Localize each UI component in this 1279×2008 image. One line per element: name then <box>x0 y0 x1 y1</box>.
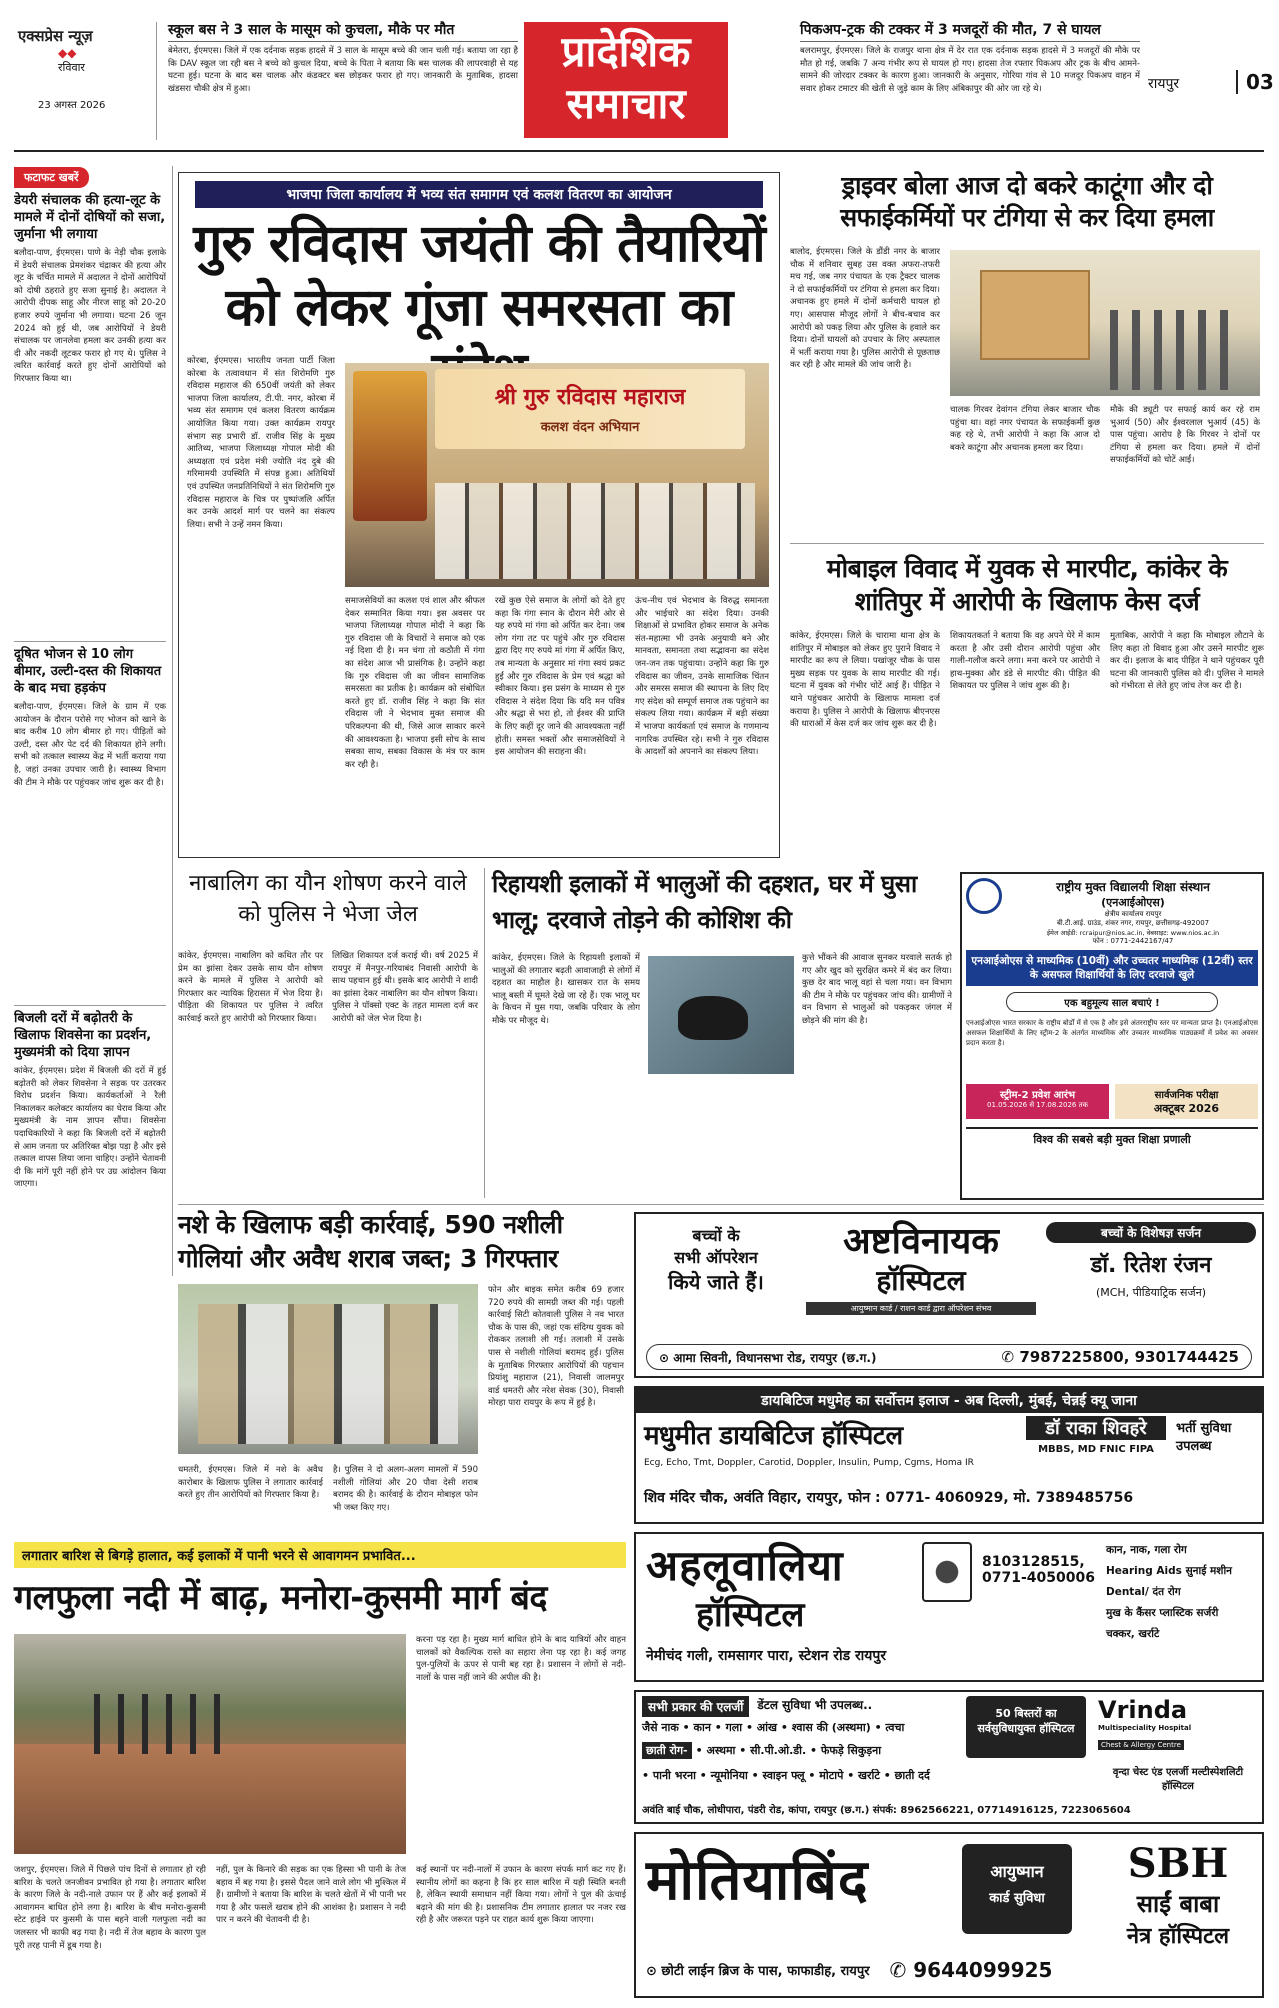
cataract-hospital1: साईं बाबा <box>1136 1890 1220 1918</box>
top-left-story <box>168 20 518 141</box>
top-right-headline: पिकअप-ट्रक की टक्कर में 3 मजदूरों की मौत, 7 से घायल <box>800 20 1140 42</box>
main-col2: समाजसेवियों का कलश एवं शाल और श्रीफल देकर सम्मानित किया गया। इस अवसर पर भाजपा जिलाध्यक्ष गोपाल मोदी ने कहा कि गुरु रविदास जी के विचारों ने समाज को एक नई दिशा दी है। मन चंगा तो कठौती में गंगा का संदेश आज भी प्रासंगिक है। उन्होंने कहा कि गुरु रविदास जी का जीवन सामाजिक समरसता का प्रतीक है। कार्यक्रम को संबोधित करते हुए डॉ. राजीव सिंह ने कहा कि संत रविदास जी ने भेदभाव मुक्त समाज की परिकल्पना की थी, जिसे आज साकार करने की आवश्यकता है। भाजपा इसी सोच के साथ सबका साथ, सबका विकास के मंत्र पर काम कर रही है। <box>345 596 485 770</box>
mobile-col3: मुताबिक, आरोपी ने कहा कि मोबाइल लौटाने के लिए कहा तो विवाद हुआ और उसने मारपीट शुरू कर दी। इलाज के बाद पीड़ित ने थाने पहुंचकर पूरी घटना की जानकारी पुलिस को दी। पुलिस ने मामले को गंभीरता से लेते हुए जांच तेज कर दी है। <box>1110 631 1264 692</box>
left-story1-body: बलौदा-पाण, ईएमएस। पाणे के नेड़ी चौक इलाके में डेयरी संचालक प्रेमशंकर चंद्राकर की हत्या और लूट के चर्चित मामले में अदालत ने दोनों आरोपियों को दोषी ठहराते हुए सजा सुनाई है। अदालत ने आरोपी दीपक साहू और नीरज साहू को 20-20 हजार रुपये जुर्माना भी लगाया। घटना 26 जून 2024 को हुई थी, जब आरोपियों ने डेयरी संचालक पर जानलेवा हमला कर उनकी हत्या कर दी और नकदी लूटकर फरार हो गए थे। पुलिस ने त्वरित कार्रवाई करते हुए दोनों आरोपियों को गिरफ्तार किया था। <box>14 248 166 384</box>
driver-col2: चालक गिरवर देवांगन टंगिया लेकर बाजार चौक पहुंचा था। वहां नगर पंचायत के सफाईकर्मी कुछ कह रहे थे, तभी आरोपी ने कहा कि आज दो बकरे काटूंगा और अचानक हमला कर दिया। <box>950 405 1100 453</box>
nios-subtitle: (एनआईओएस) <box>1101 896 1165 909</box>
madhu-top: डायबिटिज मधुमेह का सर्वोत्तम इलाज - अब दिल्ली, मुंबई, चेन्नई क्यू जाना <box>636 1388 1262 1413</box>
vrinda-beds: 50 बिस्तरों का सर्वसुविधायुक्त हॉस्पिटल <box>966 1696 1086 1758</box>
nios-stream-dates: 01.05.2026 से 17.08.2026 तक <box>987 1101 1088 1109</box>
photo-building <box>980 270 1090 360</box>
minor-col1: कांकेर, ईएमएस। नाबालिग को कथित तौर पर प्रेम का झांसा देकर उसके साथ यौन शोषण करने के मामले में पुलिस ने आरोपी को गिरफ्तार कर न्यायिक हिरासत में भेज दिया है। पीड़िता की शिकायत पर पुलिस ने त्वरित कार्रवाई करते हुए आरोपी को गिरफ्तार किया। <box>178 951 323 1024</box>
ahlu-service-2: Hearing Aids सुनाई मशीन <box>1106 1565 1232 1577</box>
ashta-degree: (MCH, पीडियाट्रिक सर्जन) <box>1095 1286 1207 1299</box>
ashta-phone <box>1002 1348 1239 1366</box>
ashta-scheme: आयुष्मान कार्ड / राशन कार्ड द्वारा ऑपरेशन संभव <box>806 1302 1036 1315</box>
cataract-hospital2: नेत्र हॉस्पिटल <box>1126 1924 1230 1949</box>
left-column-label: फटाफट खबरें <box>14 167 89 188</box>
cataract-ayushman2: कार्ड सुविधा <box>989 1891 1045 1906</box>
cataract-ad[interactable] <box>634 1832 1264 1998</box>
cataract-address <box>646 1961 870 1979</box>
nios-phone: फोन : 0771-2442167/47 <box>1092 937 1174 945</box>
photo-flood-water <box>14 1744 406 1854</box>
main-col1: कोरबा, ईएमएस। भारतीय जनता पार्टी जिला कोरबा के तत्वावधान में संत शिरोमणि गुरु रविदास महाराज की 650वीं जयंती को लेकर भाजपा जिला कार्यालय, टी.पी. नगर, कोरबा में भव्य संत समागम एवं कलश वितरण कार्यक्रम आयोजित किया गया। उक्त कार्यक्रम रायपुर संभाग सह प्रभारी डॉ. राजीव सिंह के मुख्य आतिथ्य, भाजपा जिलाध्यक्ष गोपाल मोदी की अध्यक्षता एवं प्रदेश मंत्री ज्योति नंद दुबे की गरिमामयी उपस्थिति में संपन्न हुआ। अतिथियों एवं उपस्थित जनप्रतिनिधियों ने संत शिरोमणि गुरु रविदास महाराज के चित्र पर पुष्पांजलि अर्पित कर उनके आदर्श मार्ग पर चलने का संकल्प लिया। सभी ने उन्हें नमन किया। <box>187 356 335 530</box>
ahlu-service-5: चक्कर, खर्राटे <box>1106 1628 1160 1640</box>
ahlu-name1: अहलूवालिया <box>646 1541 844 1590</box>
rain-story <box>14 1542 626 1998</box>
madhu-address: शिव मंदिर चौक, अवंति विहार, रायपुर, फोन : 0771- 4060929, मो. 7389485756 <box>644 1490 1134 1506</box>
rain-col3: कई स्थानों पर नदी-नालों में उफान के कारण संपर्क मार्ग कट गए हैं। स्थानीय लोगों का कहना है कि हर साल बारिश में यही स्थिति बनती है, लेकिन स्थायी समाधान नहीं किया गया। लोगों ने पुल की ऊंचाई बढ़ाने की मांग की है। प्रशासनिक टीम लगातार हालात पर नजर रख रही है और जरूरत पड़ने पर राहत कार्य शुरू किया जाएगा। <box>416 1865 626 1926</box>
vrinda-line1: जैसे नाक • कान • गला • आंख • श्वास की (अस्थमा) • त्वचा <box>642 1721 905 1734</box>
mobile-story <box>790 552 1264 852</box>
mobile-headline: मोबाइल विवाद में युवक से मारपीट, कांकेर के शांतिपुर में आरोपी के खिलाफ केस दर्ज <box>826 554 1228 616</box>
newspaper-logo <box>18 26 148 111</box>
photo-guru-portrait <box>353 371 427 521</box>
rain-photo <box>14 1634 406 1854</box>
photo-people <box>1110 310 1230 390</box>
photo-police <box>198 1304 458 1444</box>
minor-story <box>178 868 478 1198</box>
cataract-ayushman1: आयुष्मान <box>990 1862 1044 1881</box>
vrinda-dental: डेंटल सुविधा भी उपलब्ध.. <box>757 1698 873 1712</box>
top-left-headline: स्कूल बस ने 3 साल के मासूम को कुचला, मौके पर मौत <box>168 20 518 42</box>
ashta-name1: अष्टविनायक <box>843 1221 999 1262</box>
top-right-body: बलरामपुर, ईएमएस। जिले के राजपुर थाना क्षेत्र में देर रात एक दर्दनाक सड़क हादसे में 3 मजदूरों की मौके पर मौत हो गई, जबकि 7 अन्य गंभीर रूप से घायल हो गए। हादसा तेज रफ्तार पिकअप और ट्रक के बीच आमने-सामने की जोरदार टक्कर के कारण हुआ। जानकारी के अनुसार, गोरिया गांव से 10 मजदूर पिकअप वाहन में सवार होकर टमाटर की खेती से जुड़े काम के लिए अंबिकापुर की ओर जा रहे थे। <box>800 46 1140 94</box>
vrinda-name-sub: Multispeciality Hospital <box>1098 1724 1192 1732</box>
rain-headline: गलफुला नदी में बाढ़, मनोरा-कुसमी मार्ग बंद <box>14 1578 547 1618</box>
driver-col3: मौके की ड्यूटी पर सफाई कार्य कर रहे राम भुआर्य (50) और ईश्वरलाल भुआर्य (45) के पास पहुंचा। आरोप है कि गिरवर ने दोनों पर टंगिया से हमला कर दिया। हमले में दोनों सफाईकर्मियों को चोटें आईं। <box>1110 405 1260 466</box>
main-col3: रखें कुछ ऐसे समाज के लोगों को देते हुए कहा कि गंगा स्नान के दौरान मेरी ओर से यह रुपये मां गंगा को अर्पित कर देना। जब लोग गंगा तट पर पहुंचे और गुरु रविदास द्वारा दिए गए रुपये मां गंगा में अर्पित किए, तब मान्यता के अनुसार मां गंगा स्वयं प्रकट हुईं और गुरु रविदास के प्रेम एवं श्रद्धा को स्वीकार किया। इस प्रसंग के माध्यम से गुरु रविदास ने संदेश दिया कि यदि मन पवित्र और श्रद्धा से भरा हो, तो ईश्वर की प्राप्ति के लिए कहीं दूर जाने की आवश्यकता नहीं होती। समस्त भक्तों और समाजसेवियों ने इस आयोजन की सराहना की। <box>495 596 625 758</box>
location-pin-icon: ⊙ <box>646 1964 662 1979</box>
rain-col2: नहीं, पुल के किनारे की सड़क का एक हिस्सा भी पानी के तेज बहाव में बह गया है। इससे पैदल जाने वाले लोग भी मुश्किल में हैं। ग्रामीणों ने बताया कि बारिश के चलते खेतों में भी पानी भर गया है और फसलें खराब होने की आशंका है। प्रशासन ने नदी पार न करने की चेतावनी दी है। <box>216 1865 406 1926</box>
cataract-name: मोतियाबिंद <box>646 1848 869 1913</box>
main-headline-line1: गुरु रविदास जयंती की तैयारियों <box>193 214 765 274</box>
ashta-address-text: आमा सिवनी, विधानसभा रोड, रायपुर (छ.ग.) <box>673 1350 877 1365</box>
cataract-phone-text: 9644099925 <box>913 1958 1053 1982</box>
madhu-degree: MBBS, MD FNIC FIPA <box>1038 1444 1154 1455</box>
top-left-body: बेमेतरा, ईएमएस। जिले में एक दर्दनाक सड़क हादसे में 3 साल के मासूम बच्चे की जान चली गई। बताया जा रहा है कि DAV स्कूल जा रही बस ने बच्चे को कुचल दिया, बच्चे के पिता ने बताया कि बस चालक की लापरवाही से यह घटना हुई। घटना के बाद बस चालक और कंडक्टर बस छोड़कर फरार हो गए। जानकारी के मुताबिक, हादसा खंडसरा चौकी क्षेत्र में हुआ। <box>168 46 518 94</box>
vrinda-name-tag: Chest & Allergy Centre <box>1098 1740 1184 1750</box>
banner-line2: कलश वंदन अभियान <box>540 420 640 435</box>
ahlu-address: नेमीचंद गली, रामसागर पारा, स्टेशन रोड रायपुर <box>646 1648 887 1664</box>
ahlu-name2: हॉस्पिटल <box>696 1595 805 1635</box>
banner-line1: श्री गुरु रविदास महाराज <box>494 385 686 410</box>
left-story2-body: बलौदा-पाण, ईएमएस। जिले के ग्राम में एक आयोजन के दौरान परोसे गए भोजन को खाने के बाद करीब 10 लोग बीमार हो गए। पीड़ितों को उल्टी, दस्त और पेट दर्द की शिकायत होने लगी। सभी को तत्काल स्वास्थ्य केंद्र में भर्ती कराया गया है, जहां उनका उपचार जारी है। स्वास्थ्य विभाग की टीम ने मौके पर पहुंचकर जांच शुरू कर दी है। <box>14 702 166 788</box>
rain-right-top: करना पड़ रहा है। मुख्य मार्ग बाधित होने के बाद यात्रियों और वाहन चालकों को वैकल्पिक रास्ते का सहारा लेना पड़ रहा है। कई जगह पुल-पुलियों के ऊपर से पानी बह रहा है। प्रशासन ने लोगों से नदी-नालों के पास नहीं जाने की अपील की है। <box>416 1635 626 1683</box>
driver-story <box>790 170 1264 540</box>
nios-office: क्षेत्रीय कार्यालय रायपुर <box>1104 910 1162 918</box>
nios-headline: एनआईओएस से माध्यमिक (10वीं) और उच्चतर माध्यमिक (12वीं) स्तर के असफल शिक्षार्थियों के लिए दरवाजे खुले <box>966 950 1258 986</box>
ahlu-phone1: 8103128515, <box>982 1554 1085 1570</box>
driver-photo <box>950 250 1260 396</box>
vrinda-name: Vrinda <box>1098 1696 1188 1724</box>
ahlu-service-4: मुख के कैंसर प्लास्टिक सर्जरी <box>1106 1607 1219 1619</box>
ashta-address <box>659 1349 876 1366</box>
left-story1-headline: डेयरी संचालक की हत्या-लूट के मामले में दोनों दोषियों को सजा, जुर्माना भी लगाया <box>14 193 166 242</box>
vrinda-hindi-name: वृन्दा चेस्ट एंड एलर्जी मल्टीस्पेशलिटी हॉस्पिटल <box>1112 1767 1244 1792</box>
ashta-specialist: बच्चों के विशेषज्ञ सर्जन <box>1046 1222 1256 1243</box>
liquor-side: फोन और बाइक समेत करीब 69 हजार 720 रुपये की सामग्री जब्त की गई। पहली कार्रवाई सिटी कोतवाली पुलिस ने नव भारत चौक के पास की, जहां एक संदिग्ध युवक को रोककर तलाशी ली गई। तलाशी में उसके पास से नशीली गोलियां बरामद हुईं। पुलिस के मुताबिक गिरफ्तार आरोपियों की पहचान प्रियांशु महाराज (21), निवासी जालमपुर वार्ड धमतरी और नरेश सेवक (30), निवासी मोरहा पारा रायपुर के रूप में हुई है। <box>488 1285 624 1409</box>
rain-col1: जशपुर, ईएमएस। जिले में पिछले पांच दिनों से लगातार हो रही बारिश के चलते जनजीवन प्रभावित हो गया है। लगातार बारिश के कारण जिले के नदी-नाले उफान पर हैं और कई इलाकों में आवागमन बाधित होने लगा है। बारिश के बीच मनोरा-कुसमी स्टेट हाईवे पर कुसमी के पास बहने वाली गलफुला नदी का जलस्तर भी काफी बढ़ गया है। नदी में तेज बहाव के कारण पुल पूरी तरह पानी में डूब गया है। <box>14 1865 206 1951</box>
ahlu-emblem-icon <box>922 1542 972 1602</box>
ashta-left3: किये जाते हैं। <box>668 1270 764 1294</box>
masthead <box>0 0 1279 150</box>
ahluwalia-ad[interactable] <box>634 1532 1264 1682</box>
cataract-logo: SBH <box>1127 1840 1229 1887</box>
vrinda-allergy: सभी प्रकार की एलर्जी <box>642 1696 749 1717</box>
bear-headline: रिहायशी इलाकों में भालुओं की दहशत, घर में घुसा भालू; दरवाजे तोड़ने की कोशिश की <box>492 870 917 934</box>
ashta-name2: हॉस्पिटल <box>876 1264 966 1297</box>
main-event-photo <box>345 363 769 587</box>
ahlu-service-1: कान, नाक, गला रोग <box>1106 1544 1187 1556</box>
nios-logo-icon <box>966 878 1002 914</box>
photo-people <box>94 1694 234 1754</box>
liquor-headline-line1: नशे के खिलाफ बड़ी कार्रवाई, 590 नशीली <box>178 1210 563 1239</box>
vrinda-address: अवंति बाई चौक, लोधीपारा, पंडरी रोड, कांपा, रायपुर (छ.ग.) संपर्क: 8962566221, 07714916125, 7223065604 <box>642 1805 1131 1816</box>
ashtavinayak-ad[interactable] <box>634 1212 1264 1378</box>
section-title-box <box>524 22 728 138</box>
driver-headline: ड्राइवर बोला आज दो बकरे काटूंगा और दो सफाईकर्मियों पर टंगिया से कर दिया हमला <box>840 171 1214 232</box>
ahlu-services <box>1106 1540 1260 1645</box>
mobile-col2: शिकायतकर्ता ने बताया कि वह अपने घेरे में काम करता है और उसी दौरान आरोपी पहुंचा और गाली-गलौज करने लगा। मना करने पर आरोपी ने हाथ-मुक्का और डंडे से मारपीट की। पीड़ित की शिकायत पर पुलिस ने जांच शुरू की है। <box>950 631 1100 692</box>
nios-footer: विश्व की सबसे बड़ी मुक्त शिक्षा प्रणाली <box>966 1127 1258 1147</box>
mobile-col1: कांकेर, ईएमएस। जिले के चारामा थाना क्षेत्र के शांतिपुर में मोबाइल को लेकर हुए पुराने विवाद ने मारपीट का रूप ले लिया। पखांजूर चौक के पास मुख्य सड़क पर युवक के साथ मारपीट की गई। घटना में युवक को गंभीर चोटें आई हैं। पीड़ित ने थाने पहुंचकर आरोपी के खिलाफ मामला दर्ज कराया है। पुलिस ने आरोपी के खिलाफ बीएनएस की धाराओं में केस दर्ज कर जांच शुरू कर दी है। <box>790 631 940 730</box>
nios-ad[interactable] <box>960 872 1264 1200</box>
vrinda-chest-label: छाती रोग- <box>642 1742 692 1759</box>
nios-save-year: एक बहुमूल्य साल बचाएं ! <box>1006 992 1218 1012</box>
bear-col1: कांकेर, ईएमएस। जिले के रिहायशी इलाकों में भालुओं की लगातार बढ़ती आवाजाही से लोगों में दहशत का माहौल है। खासकर रात के समय भालू बस्ती में घूमते देखे जा रहे हैं। एक भालू घर के किचन में घुस गया, जबकि परिवार के लोग मौके पर मौजूद थे। <box>492 953 640 1026</box>
vrinda-line3: • पानी भरना • न्यूमोनिया • स्वाइन फ्लू • मोटापे • खर्राटे • छाती दर्द <box>642 1769 930 1782</box>
left-story3-body: कांकेर, ईएमएस। प्रदेश में बिजली की दरों में हुई बढ़ोतरी को लेकर शिवसेना ने सड़क पर उतरकर विरोध प्रदर्शन किया। कार्यकर्ताओं ने रैली निकालकर कलेक्टर कार्यालय का घेराव किया और मुख्यमंत्री के नाम ज्ञापन सौंपा। शिवसेना पदाधिकारियों ने कहा कि बिजली दरों में बढ़ोतरी से आम जनता पर अतिरिक्त बोझ पड़ा है और इसे तत्काल वापस लिया जाना चाहिए। उन्होंने चेतावनी दी कि मांगें पूरी नहीं होने पर उग्र आंदोलन किया जाएगा। <box>14 1066 166 1190</box>
left-story3-headline: बिजली दरों में बढ़ोतरी के खिलाफ शिवसेना का प्रदर्शन, मुख्यमंत्री को दिया ज्ञापन <box>14 1011 152 1060</box>
bear-col2: कुत्ते भौंकने की आवाज सुनकर घरवाले सतर्क हो गए और खुद को सुरक्षित कमरे में बंद कर लिया। कुछ देर बाद भालू वहां से चला गया। वन विभाग की टीम ने मौके पर पहुंचकर जांच की। ग्रामीणों ने वन विभाग से भालुओं को पकड़कर जंगल में छोड़ने की मांग की है। <box>802 953 952 1026</box>
vrinda-line2: • अस्थमा • सी.पी.ओ.डी. • फेफड़े सिकुड़ना <box>695 1744 882 1757</box>
liquor-headline-line2: गोलियां और अवैध शराब जब्त; 3 गिरफ्तार <box>178 1244 558 1273</box>
main-headline-line2: को लेकर गूंजा समरसता का <box>225 278 733 338</box>
masthead-date: 23 अगस्त 2026 <box>38 100 106 111</box>
main-col4: ऊंच-नीच एवं भेदभाव के विरुद्ध समानता और भाईचारे का संदेश दिया। उनकी शिक्षाओं से प्रभावित होकर समाज के अनेक संत-महात्मा भी उनके अनुयायी बने और मानवता, समानता तथा सद्भावना का संदेश जन-जन तक पहुंचाया। उन्होंने कहा कि गुरु रविदास का जीवन, उनके सामाजिक चिंतन और समरस समाज की स्थापना के लिए दिए गए संदेश को सम्पूर्ण समाज तक पहुंचाने का संकल्प लिया गया। कार्यक्रम में बड़ी संख्या में भाजपा कार्यकर्ता एवं समाज के गणमान्य नागरिक उपस्थित रहे। सभी ने गुरु रविदास के आदर्शों को अपनाने का संकल्प लिया। <box>635 596 769 758</box>
left-column <box>14 166 166 1276</box>
vrinda-ad[interactable] <box>634 1690 1264 1824</box>
liquor-col2: है। पुलिस ने दो अलग-अलग मामलों में 590 नशीली गोलियां और 20 पौवा देसी शराब बरामद की है। कार्रवाई के दौरान मोबाइल फोन भी जब्त किए गए। <box>333 1465 478 1513</box>
cataract-phone <box>890 1958 1053 1982</box>
nios-body: एनआईओएस भारत सरकार के राष्ट्रीय बोर्डों में से एक है और इसे अंतरराष्ट्रीय स्तर पर मान्यता प्राप्त है। एनआईओएस असफल शिक्षार्थियों के लिए स्ट्रीम-2 के अंतर्गत माध्यमिक और उच्चतर माध्यमिक पाठ्यक्रमों में प्रवेश का अवसर प्रदान करता है। <box>966 1019 1258 1047</box>
top-right-story <box>800 20 1140 141</box>
minor-col2: लिखित शिकायत दर्ज कराई थी। वर्ष 2025 में रायपुर में मैनपुर-गरियाबंद निवासी आरोपी के साथ पहचान हुई थी। इसके बाद आरोपी ने शादी का झांसा देकर नाबालिग का यौन शोषण किया। पुलिस ने पॉक्सो एक्ट के तहत मामला दर्ज कर आरोपी को जेल भेज दिया है। <box>332 951 478 1024</box>
ashta-doctor: डॉ. रितेश रंजन <box>1090 1253 1212 1278</box>
madhumeet-ad[interactable] <box>634 1386 1264 1524</box>
bear-silhouette-icon <box>678 996 748 1040</box>
logo-dots-icon: ◆◆ <box>58 46 77 60</box>
nios-email: ईमेल आईडी: rcraipur@nios.ac.in, वेबसाइट: www.nios.ac.in <box>1046 929 1220 937</box>
phone-icon: ✆ <box>889 1958 914 1982</box>
bear-story <box>492 866 952 1196</box>
main-story <box>178 172 780 858</box>
main-kicker: भाजपा जिला कार्यालय में भव्य संत समागम एवं कलश वितरण का आयोजन <box>195 181 763 208</box>
cataract-address-text: छोटी लाईन ब्रिज के पास, फाफाडीह, रायपुर <box>661 1964 870 1979</box>
liquor-photo <box>178 1284 478 1454</box>
liquor-story <box>178 1208 624 1538</box>
bear-photo <box>648 956 794 1074</box>
madhu-name: मधुमीत डायबिटिज हॉस्पिटल <box>644 1421 903 1451</box>
phone-icon: ✆ <box>1001 1348 1020 1366</box>
ahlu-phone2: 0771-4050006 <box>982 1570 1095 1586</box>
section-title-line2: समाचार <box>566 79 686 128</box>
rain-kicker: लगातार बारिश से बिगड़े हालात, कई इलाकों में पानी भरने से आवागमन प्रभावित... <box>14 1542 626 1568</box>
ashta-left2: सभी ऑपरेशन <box>674 1248 758 1267</box>
logo-text: एक्सप्रेस न्यूज़ <box>18 27 93 45</box>
nios-title: राष्ट्रीय मुक्त विद्यालयी शिक्षा संस्थान <box>1056 880 1210 894</box>
madhu-doctor: डॉ राका शिवहरे <box>1026 1416 1166 1440</box>
nios-stream: स्ट्रीम-2 प्रवेश आरंभ <box>1000 1090 1075 1101</box>
madhu-facility: भर्ती सुविधा उपलब्ध <box>1176 1421 1232 1454</box>
masthead-city: रायपुर <box>1148 76 1180 92</box>
nios-address: बी.टी.आई. ग्राउंड, शंकर नगर, रायपुर, छत्तीसगढ़-492007 <box>1056 919 1210 927</box>
driver-col1: बालोद, ईएमएस। जिले के डौंडी नगर के बाजार चौक में शनिवार सुबह उस वक्त अफरा-तफरी मच गई, जब नगर पंचायत के एक ट्रैक्टर चालक ने दो सफाईकर्मियों पर टंगिया से हमला कर दिया। अचानक हुए हमले में दोनों कर्मचारी घायल हो गए। आसपास मौजूद लोगों ने बीच-बचाव कर आरोपी को पकड़ लिया और पुलिस के हवाले कर दिया। दोनों घायलों को उपचार के लिए अस्पताल में भर्ती कराया गया है। पुलिस आरोपी से पूछताछ कर रही है और मामले की जांच जारी है। <box>790 247 940 371</box>
minor-headline: नाबालिग का यौन शोषण करने वाले को पुलिस ने भेजा जेल <box>189 871 467 927</box>
madhu-tests: Ecg, Echo, Tmt, Doppler, Carotid, Doppler, Insulin, Pump, Cgms, Homa IR <box>644 1458 974 1468</box>
photo-banner <box>435 369 745 449</box>
nios-exam: सार्वजनिक परीक्षा <box>1154 1090 1219 1101</box>
left-story2-headline: दूषित भोजन से 10 लोग बीमार, उल्टी-दस्त की शिकायत के बाद मचा हड़कंप <box>14 647 162 696</box>
nios-exam-month: अक्टूबर 2026 <box>1153 1102 1220 1115</box>
masthead-day: रविवार <box>58 61 85 74</box>
section-title-line1: प्रादेशिक <box>561 27 691 76</box>
location-pin-icon: ⊙ <box>659 1350 674 1365</box>
liquor-col1: धमतरी, ईएमएस। जिले में नशे के अवैध कारोबार के खिलाफ पुलिस ने लगातार कार्रवाई करते हुए तीन आरोपियों को गिरफ्तार किया है। <box>178 1465 323 1501</box>
page-number: 03 <box>1236 70 1274 94</box>
ahlu-service-3: Dental/ दंत रोग <box>1106 1586 1181 1598</box>
ashta-phone-text: 7987225800, 9301744425 <box>1019 1348 1239 1366</box>
photo-dignitaries <box>435 483 755 579</box>
ashta-left1: बच्चों के <box>692 1226 740 1245</box>
